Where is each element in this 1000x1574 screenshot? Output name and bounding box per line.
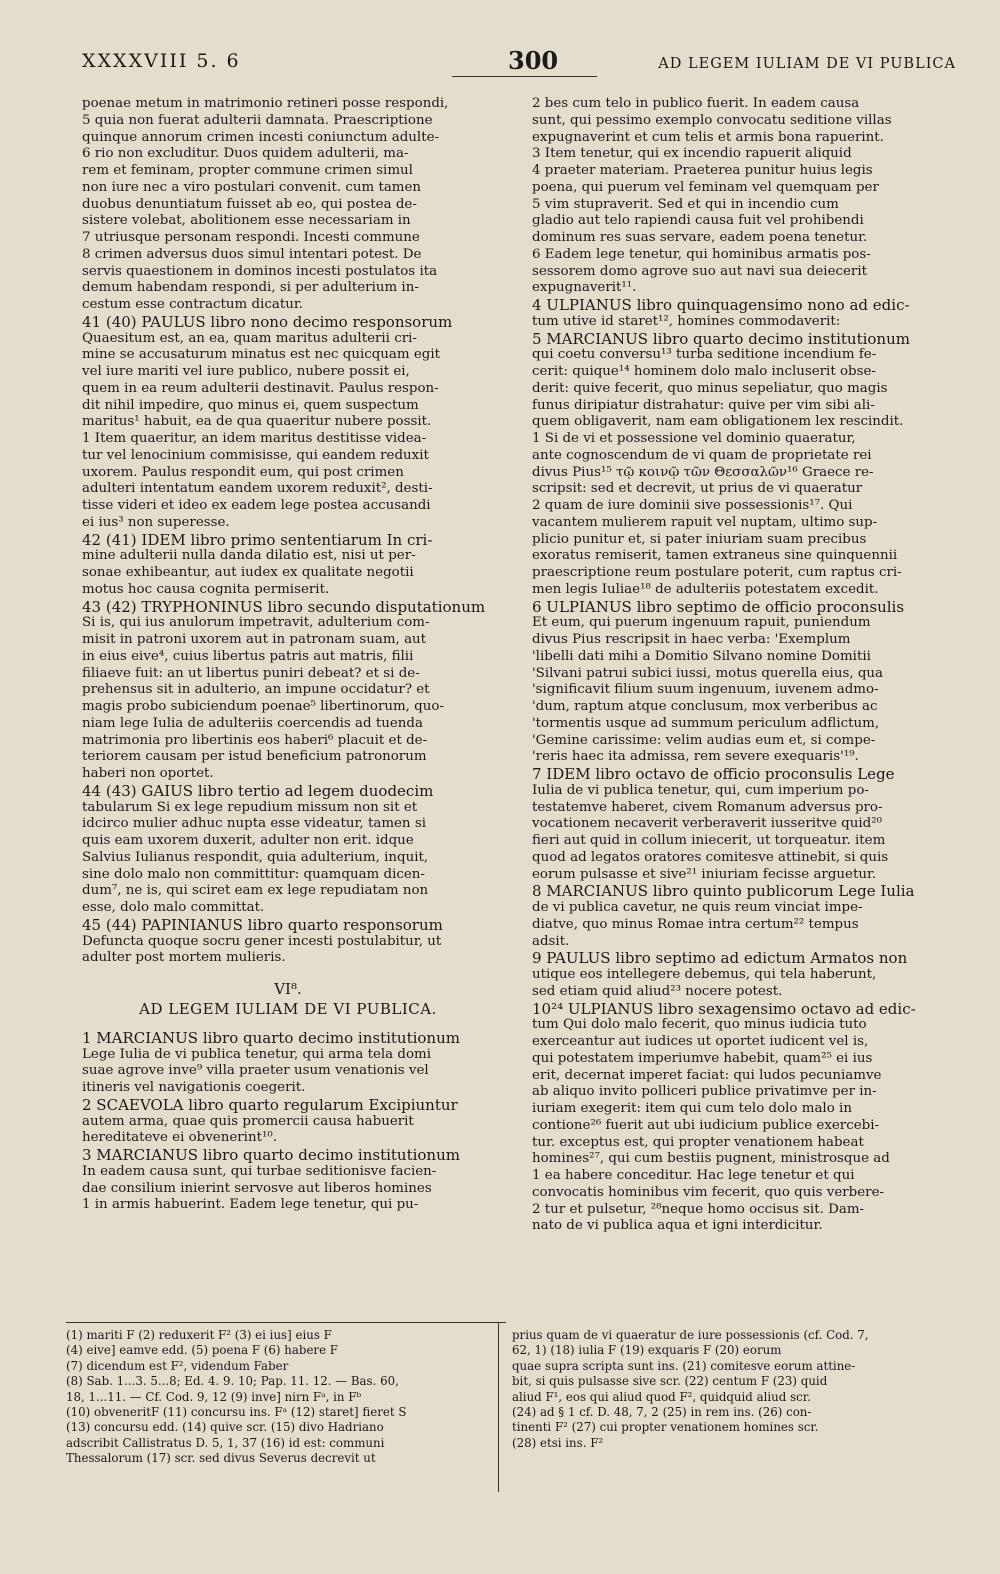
- footnote-line: (28) etsi ins. F²: [512, 1435, 604, 1450]
- text-line: quem obligaverit, nam eam obligationem lex rescindit.: [532, 414, 904, 430]
- text-line: 7 IDEM libro octavo de officio proconsulis Lege: [532, 766, 895, 783]
- text-line: filiaeve fuit: an ut libertus puniri debeat? et si de-: [82, 665, 420, 681]
- page-number: 300: [508, 46, 559, 75]
- text-line: 6 rio non excluditur. Duos quidem adulterii, ma-: [82, 146, 409, 162]
- text-line: praescriptione reum postulare poterit, cum raptus cri-: [532, 565, 902, 580]
- text-line: 'tormentis usque ad summum periculum adflictum,: [532, 715, 880, 731]
- text-line: hereditateve ei obvenerint¹⁰.: [82, 1130, 277, 1146]
- text-line: qui potestatem imperiumve habebit, quam²⁵ ei ius: [532, 1050, 873, 1066]
- text-line: qui coetu conversu¹³ turba seditione incendium fe-: [532, 347, 877, 363]
- text-line: 'Silvani patrui subici iussi, motus querella eius, qua: [532, 665, 884, 681]
- text-line: cerit: quique¹⁴ hominem dolo malo incluserit obse-: [532, 364, 876, 379]
- text-line: vocationem necaverit verberaverit iusseritve quid²⁰: [532, 816, 882, 832]
- text-line: quod ad legatos oratores comitesve attinebit, si quis: [532, 849, 889, 865]
- text-line: 8 crimen adversus duos simul intentari potest. De: [82, 246, 422, 262]
- text-line: nato de vi publica aqua et igni interdicitur.: [532, 1218, 823, 1234]
- text-line: iuriam exegerit: item qui cum telo dolo malo in: [532, 1101, 852, 1116]
- text-line: cestum esse contractum dicatur.: [82, 297, 304, 312]
- text-line: sonae exhibeantur, aut iudex ex qualitate negotii: [82, 565, 414, 580]
- text-line: esse, dolo malo committat.: [82, 900, 265, 915]
- text-line: 3 Item tenetur, qui ex incendio rapuerit aliquid: [532, 146, 852, 162]
- text-line: 5 quia non fuerat adulterii damnata. Praescriptione: [82, 112, 433, 128]
- text-line: vel iure mariti vel iure publico, nubere possit ei,: [82, 364, 410, 379]
- text-line: 6 ULPIANUS libro septimo de officio proconsulis: [532, 598, 905, 616]
- text-line: exerceantur aut iudices ut oportet iudicent vel is,: [532, 1034, 869, 1049]
- text-line: 7 utriusque personam respondi. Incesti commune: [82, 230, 420, 245]
- text-line: poena, qui puerum vel feminam vel quemquam per: [532, 179, 879, 195]
- text-line: motus hoc causa cognita permiserit.: [82, 581, 330, 597]
- text-line: sed etiam quid aliud²³ nocere potest.: [532, 983, 783, 999]
- text-line: 'reris haec ita admissa, rem severe exequaris'¹⁹.: [532, 749, 859, 765]
- text-line: sine dolo malo non committitur: quamquam dicen-: [82, 866, 425, 882]
- text-line: expugnaverit¹¹.: [532, 280, 637, 296]
- text-line: testatemve haberet, civem Romanum adversus pro-: [532, 799, 883, 815]
- footnote-line: (13) concursu edd. (14) quive scr. (15) divo Hadriano: [66, 1420, 384, 1435]
- text-line: dum⁷, ne is, qui sciret eam ex lege repudiatam non: [82, 883, 429, 899]
- text-line: dominum res suas servare, eadem poena tenetur.: [532, 230, 868, 245]
- text-line: scripsit: sed et decrevit, ut prius de vi quaeratur: [532, 481, 863, 497]
- section-title: AD LEGEM IULIAM DE VI PUBLICA.: [139, 1000, 437, 1018]
- text-line: adulter post mortem mulieris.: [82, 950, 286, 966]
- footnotes-right: [512, 1328, 942, 1451]
- text-line: 2 SCAEVOLA libro quarto regularum Excipiuntur: [82, 1096, 458, 1114]
- text-line: tisse videri et ideo ex eadem lege postea accusandi: [82, 498, 431, 513]
- footnote-line: (1) mariti F (2) reduxerit F² (3) ei ius] eius F: [66, 1328, 332, 1342]
- text-line: magis probo subiciendum poenae⁵ libertinorum, quo-: [82, 699, 444, 714]
- text-line: tur. exceptus est, qui propter venationem habeat: [532, 1134, 864, 1150]
- text-line: Salvius Iulianus respondit, quia adulterium, inquit,: [82, 849, 429, 865]
- text-line: 4 ULPIANUS libro quinquagensimo nono ad edic-: [532, 297, 910, 314]
- footnote-divider: [498, 1322, 499, 1492]
- text-line: suae agrove inve⁹ villa praeter usum venationis vel: [82, 1063, 429, 1079]
- footnote-line: bit, si quis pulsasse sive scr. (22) centum F (23) quid: [512, 1374, 828, 1389]
- text-line: 4 praeter materiam. Praeterea punitur huius legis: [532, 163, 873, 178]
- text-line: Quaesitum est, an ea, quam maritus adulterii cri-: [82, 330, 417, 346]
- text-line: demum habendam respondi, si per adulterium in-: [82, 280, 419, 296]
- footnote-line: (24) ad § 1 cf. D. 48, 7, 2 (25) in rem ins. (26) con-: [512, 1405, 812, 1420]
- text-line: 1 Item quaeritur, an idem maritus destitisse videa-: [82, 431, 427, 446]
- footnote-line: (7) dicendum est F², videndum Faber: [66, 1358, 289, 1373]
- text-line: quis eam uxorem duxerit, adulter non erit. idque: [82, 833, 414, 848]
- text-line: ab aliquo invito polliceri publice privatimve per in-: [532, 1084, 877, 1100]
- text-line: ante cognoscendum de vi quam de proprietate rei: [532, 447, 872, 463]
- text-line: dit nihil impedire, quo minus ei, quem suspectum: [82, 397, 419, 413]
- text-line: sistere volebat, abolitionem esse necessariam in: [82, 213, 411, 229]
- text-line: 8 MARCIANUS libro quinto publicorum Lege Iulia: [532, 883, 915, 900]
- text-line: derit: quive fecerit, quo minus sepeliatur, quo magis: [532, 380, 888, 396]
- text-line: matrimonia pro libertinis eos haberi⁶ placuit et de-: [82, 732, 428, 748]
- text-line: plicio punitur et, si pater iniuriam suam precibus: [532, 531, 867, 547]
- text-line: funus diripiatur distrahatur: quive per vim sibi ali-: [532, 397, 875, 413]
- footnote-line: aliud F¹, eos qui aliud quod F², quidquid aliud scr.: [512, 1389, 811, 1404]
- footnote-line: Thessalorum (17) scr. sed divus Severus decrevit ut: [66, 1451, 376, 1466]
- footnote-line: 62, 1) (18) iulia F (19) exquaris F (20) eorum: [512, 1343, 782, 1358]
- footnote-line: adscribit Callistratus D. 5, 1, 37 (16) id est: communi: [66, 1435, 385, 1450]
- text-line: eorum pulsasse et sive²¹ iniuriam fecisse arguetur.: [532, 866, 877, 882]
- left-column-text-2: [82, 1030, 494, 1214]
- text-line: 43 (42) TRYPHONINUS libro secundo disputationum: [82, 598, 486, 616]
- text-line: poenae metum in matrimonio retineri posse respondi,: [82, 96, 449, 111]
- text-line: tur vel lenocinium commisisse, qui eandem reduxit: [82, 447, 429, 463]
- text-line: Iulia de vi publica tenetur, qui, cum imperium po-: [532, 782, 869, 798]
- text-line: haberi non oportet.: [82, 766, 214, 781]
- running-head: [82, 46, 956, 82]
- text-line: 44 (43) GAIUS libro tertio ad legem duodecim: [82, 782, 434, 800]
- text-line: sessorem domo agrove suo aut navi sua deiecerit: [532, 263, 867, 279]
- text-line: In eadem causa sunt, qui turbae seditionisve facien-: [82, 1163, 437, 1179]
- text-line: 'dum, raptum atque conclusum, mox verberibus ac: [532, 699, 878, 714]
- text-line: 42 (41) IDEM libro primo sententiarum In cri-: [82, 531, 433, 549]
- text-line: quem in ea reum adulterii destinavit. Paulus respon-: [82, 380, 439, 396]
- text-line: tum Qui dolo malo fecerit, quo minus iudicia tuto: [532, 1017, 867, 1033]
- text-line: sunt, qui pessimo exemplo convocatu seditione villas: [532, 112, 892, 128]
- text-line: vacantem mulierem rapuit vel nuptam, ultimo sup-: [532, 514, 878, 530]
- text-line: 3 MARCIANUS libro quarto decimo institutionum: [82, 1147, 460, 1164]
- running-head-right: AD LEGEM IULIAM DE VI PUBLICA: [658, 56, 956, 72]
- text-line: non iure nec a viro postulari convenit. cum tamen: [82, 179, 422, 195]
- text-line: mine se accusaturum minatus est nec quicquam egit: [82, 347, 441, 363]
- text-line: autem arma, quae quis promercii causa habuerit: [82, 1113, 414, 1129]
- text-line: de vi publica cavetur, ne quis reum vinciat impe-: [532, 900, 863, 915]
- right-column-text: [532, 96, 952, 1235]
- footnote-line: quae supra scripta sunt ins. (21) comitesve eorum attine-: [512, 1358, 856, 1373]
- left-column-text: [82, 96, 494, 967]
- text-line: maritus¹ habuit, ea de qua quaeritur nubere possit.: [82, 414, 432, 430]
- footnote-rule: [66, 1322, 506, 1323]
- right-column: [532, 96, 952, 1235]
- text-line: adulteri intentatum eandem uxorem reduxit², desti-: [82, 481, 433, 497]
- footnote-line: (4) eive] eamve edd. (5) poena F (6) habere F: [66, 1343, 338, 1358]
- text-line: Si is, qui ius anulorum impetravit, adulterium com-: [82, 615, 430, 631]
- text-line: ei ius³ non superesse.: [82, 514, 230, 530]
- text-line: quinque annorum crimen incesti coniunctum adulte-: [82, 129, 440, 145]
- text-line: homines²⁷, qui cum bestiis pugnent, ministrosque ad: [532, 1151, 890, 1167]
- text-line: 45 (44) PAPINIANUS libro quarto responsorum: [82, 916, 443, 934]
- footnote-line: (10) obveneritF (11) concursu ins. Fᵃ (12) staret] fieret S: [66, 1405, 407, 1420]
- text-line: tabularum Si ex lege repudium missum non sit et: [82, 799, 418, 815]
- text-line: Et eum, qui puerum ingenuum rapuit, puniendum: [532, 615, 871, 631]
- text-line: utique eos intellegere debemus, qui tela haberunt,: [532, 967, 877, 982]
- text-line: 5 MARCIANUS libro quarto decimo institutionum: [532, 330, 910, 348]
- text-line: convocatis hominibus vim fecerit, quo quis verbere-: [532, 1184, 885, 1200]
- text-line: exoratus remiserit, tamen extraneus sine quinquennii: [532, 548, 898, 564]
- text-line: 6 Eadem lege tenetur, qui hominibus armatis pos-: [532, 246, 871, 262]
- text-line: 2 bes cum telo in publico fuerit. In eadem causa: [532, 96, 860, 111]
- footnote-line: 18, 1...11. — Cf. Cod. 9, 12 (9) inve] nirn Fᵃ, in Fᵇ: [66, 1389, 362, 1404]
- text-line: erit, decernat imperet faciat: qui ludos pecuniamve: [532, 1067, 882, 1083]
- text-line: 1 MARCIANUS libro quarto decimo institutionum: [82, 1029, 460, 1047]
- text-line: Lege Iulia de vi publica tenetur, qui arma tela domi: [82, 1046, 432, 1062]
- text-line: men legis Iuliae¹⁸ de adulteriis potestatem excedit.: [532, 581, 879, 597]
- text-line: 'Gemine carissime: velim audias eum et, si compe-: [532, 732, 876, 748]
- text-line: adsit.: [532, 933, 570, 949]
- footnote-line: tinenti F² (27) cui propter venationem homines scr.: [512, 1420, 819, 1435]
- text-line: tum utive id staret¹², homines commodaverit:: [532, 313, 841, 329]
- text-line: 'significavit filium suum ingenuum, iuvenem admo-: [532, 682, 879, 698]
- text-line: contione²⁶ fuerit aut ubi iudicium publice exercebi-: [532, 1117, 879, 1133]
- text-line: misit in patroni uxorem aut in patronam suam, aut: [82, 632, 427, 647]
- text-line: rem et feminam, propter commune crimen simul: [82, 163, 413, 178]
- text-line: uxorem. Paulus respondit eum, qui post crimen: [82, 464, 404, 480]
- text-line: 'libelli dati mihi a Domitio Silvano nomine Domitii: [532, 648, 871, 664]
- text-line: 41 (40) PAULUS libro nono decimo responsorum: [82, 313, 453, 331]
- text-line: duobus denuntiatum fuisset ab eo, qui postea de-: [82, 196, 417, 212]
- text-line: itineris vel navigationis coegerit.: [82, 1080, 306, 1095]
- text-line: servis quaestionem in dominos incesti postulatos ita: [82, 263, 438, 279]
- text-line: in eius eive⁴, cuius libertus patris aut matris, filii: [82, 648, 414, 664]
- footnote-line: prius quam de vi quaeratur de iure possessionis (cf. Cod. 7,: [512, 1328, 869, 1342]
- text-line: 1 Si de vi et possessione vel dominio quaeratur,: [532, 431, 856, 446]
- footnote-line: (8) Sab. 1...3. 5...8; Ed. 4. 9. 10; Pap. 11. 12. — Bas. 60,: [66, 1374, 399, 1389]
- left-column: [82, 96, 494, 1214]
- running-head-left: XXXXVIII 5. 6: [82, 50, 241, 72]
- text-line: 1 in armis habuerint. Eadem lege tenetur, qui pu-: [82, 1197, 419, 1213]
- text-line: idcirco mulier adhuc nupta esse videatur, tamen si: [82, 816, 426, 832]
- text-line: divus Pius¹⁵ τῷ κοινῷ τῶν Θεσσαλῶν¹⁶ Graece re-: [532, 464, 874, 480]
- text-line: prehensus sit in adulterio, an impune occidatur? et: [82, 682, 430, 698]
- text-line: dae consilium inierint servosve aut liberos homines: [82, 1180, 432, 1196]
- text-line: gladio aut telo rapiendi causa fuit vel prohibendi: [532, 213, 864, 229]
- text-line: 5 vim stupraverit. Sed et qui in incendio cum: [532, 196, 839, 212]
- text-line: 10²⁴ ULPIANUS libro sexagensimo octavo ad edic-: [532, 1000, 916, 1018]
- footnotes-left: [66, 1328, 491, 1467]
- text-line: 1 ea habere conceditur. Hac lege tenetur et qui: [532, 1168, 855, 1183]
- text-line: teriorem causam per istud beneficium patronorum: [82, 749, 427, 765]
- text-line: fieri aut quid in collum iniecerit, ut torqueatur. item: [532, 833, 886, 848]
- text-line: 9 PAULUS libro septimo ad edictum Armatos non: [532, 950, 908, 967]
- section-number: VI⁸.: [274, 980, 302, 998]
- text-line: diatve, quo minus Romae intra certum²² tempus: [532, 916, 859, 932]
- text-line: Defuncta quoque socru gener incesti postulabitur, ut: [82, 933, 442, 949]
- page-number-rule: [452, 76, 597, 77]
- text-line: expugnaverint et cum telis et armis bona rapuerint.: [532, 129, 884, 145]
- text-line: divus Pius rescripsit in haec verba: 'Exemplum: [532, 632, 851, 647]
- text-line: mine adulterii nulla danda dilatio est, nisi ut per-: [82, 548, 416, 564]
- text-line: 2 tur et pulsetur, ²⁸neque homo occisus sit. Dam-: [532, 1201, 865, 1217]
- text-line: niam lege Iulia de adulteriis coercendis ad tuenda: [82, 715, 423, 731]
- text-line: 2 quam de iure dominii sive possessionis¹⁷. Qui: [532, 498, 853, 513]
